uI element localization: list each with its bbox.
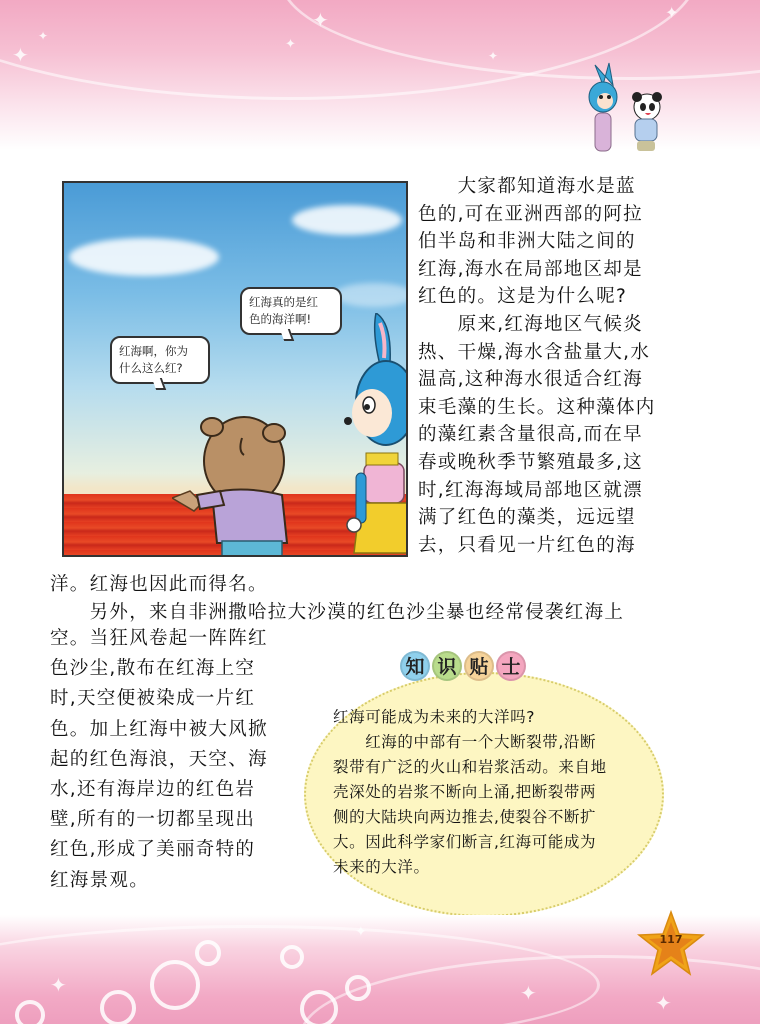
tip-body — [333, 730, 633, 880]
bubble-line: 什么这么红? — [119, 361, 183, 375]
tip-line: 未来的大洋。 — [333, 858, 430, 876]
text-line: 起的红色海浪，天空、海 — [50, 748, 268, 770]
comic-panel-illustration — [62, 181, 408, 557]
rabbit-panda-mascot-illustration — [565, 55, 675, 165]
sparkle-icon: ✦ — [488, 49, 499, 63]
bear-character — [172, 403, 302, 557]
text-line: 时,天空便被染成一片红 — [50, 688, 256, 710]
tip-badge: 士 — [496, 651, 526, 681]
sparkle-icon: ✦ — [50, 973, 67, 997]
text-line: 热、干燥,海水含盐量大,水 — [418, 341, 651, 363]
text-line: 温高,这种海水很适合红海 — [418, 369, 643, 391]
blue-rabbit-character — [334, 313, 408, 557]
text-line: 红色,形成了美丽奇特的 — [50, 839, 256, 861]
tip-line: 侧的大陆块向两边推去,使裂谷不断扩 — [333, 808, 597, 826]
text-line: 壁,所有的一切都呈现出 — [50, 809, 256, 831]
cloud — [334, 283, 408, 307]
swirl-decoration — [345, 975, 371, 1001]
text-line: 空。当狂风卷起一阵阵红 — [50, 628, 268, 649]
swirl-decoration — [150, 960, 200, 1010]
tip-line: 红海的中部有一个大断裂带,沿断 — [333, 733, 597, 751]
cloud — [69, 238, 219, 276]
sparkle-icon: ✦ — [520, 981, 537, 1005]
cloud — [292, 205, 402, 235]
text-line: 水,还有海岸边的红色岩 — [50, 779, 256, 801]
swirl-decoration — [300, 990, 338, 1024]
text-line: 满了红色的藻类，远远望 — [418, 507, 636, 529]
page-number: 117 — [659, 933, 683, 946]
speech-bubble-rabbit — [240, 287, 342, 335]
sparkle-icon: ✦ — [38, 29, 49, 43]
text-line: 原来,红海地区气候炎 — [418, 313, 643, 335]
sparkle-icon: ✦ — [12, 43, 29, 67]
tip-badge: 知 — [400, 651, 430, 681]
tip-line: 壳深处的岩浆不断向上涌,把断裂带两 — [333, 783, 597, 801]
bubble-line: 红海啊，你为 — [119, 344, 188, 358]
text-line: 的藻红素含量很高,而在早 — [418, 424, 643, 446]
tip-line: 裂带有广泛的火山和岩浆活动。来自地 — [333, 758, 607, 776]
swirl-decoration — [280, 945, 304, 969]
text-line: 去，只看见一片红色的海 — [418, 534, 636, 556]
text-line: 色沙尘,散布在红海上空 — [50, 658, 256, 680]
body-text-left-column — [50, 624, 290, 896]
swirl-decoration — [15, 1000, 45, 1024]
text-line: 红海景观。 — [50, 869, 150, 891]
sparkle-icon: ✦ — [355, 924, 367, 940]
bubble-line: 色的海洋啊! — [249, 312, 312, 326]
text-line: 红海,海水在局部地区却是 — [418, 258, 643, 280]
text-line: 时,红海海域局部地区就漂 — [418, 479, 643, 501]
text-line: 色的,可在亚洲西部的阿拉 — [418, 203, 643, 225]
tip-badge: 贴 — [464, 651, 494, 681]
text-line: 春或晚秋季节繁殖最多,这 — [418, 451, 643, 473]
text-line: 色。加上红海中被大风掀 — [50, 718, 268, 740]
text-line: 束毛藻的生长。这种藻体内 — [418, 396, 656, 418]
speech-bubble-bear — [110, 336, 210, 384]
swirl-decoration — [195, 940, 221, 966]
sparkle-icon: ✦ — [655, 991, 672, 1015]
sparkle-icon: ✦ — [285, 37, 296, 52]
tip-badge: 识 — [432, 651, 462, 681]
body-text-right-column — [418, 173, 663, 559]
text-line: 红色的。这是为什么呢? — [418, 286, 628, 308]
bubble-line: 红海真的是红 — [249, 295, 318, 309]
text-line: 洋。红海也因此而得名。 — [50, 574, 268, 595]
tip-title: 红海可能成为未来的大洋吗? — [333, 708, 536, 726]
text-line: 伯半岛和非洲大陆之间的 — [418, 231, 636, 253]
swirl-decoration — [100, 990, 136, 1024]
text-line: 大家都知道海水是蓝 — [418, 176, 636, 197]
sparkle-icon: ✦ — [312, 8, 329, 32]
sparkle-icon: ✦ — [665, 3, 679, 22]
tip-line: 大。因此科学家们断言,红海可能成为 — [333, 833, 597, 851]
text-line: 另外，来自非洲撒哈拉大沙漠的红色沙尘暴也经常侵袭红海上 — [50, 602, 625, 623]
tip-heading-badges — [400, 651, 526, 681]
